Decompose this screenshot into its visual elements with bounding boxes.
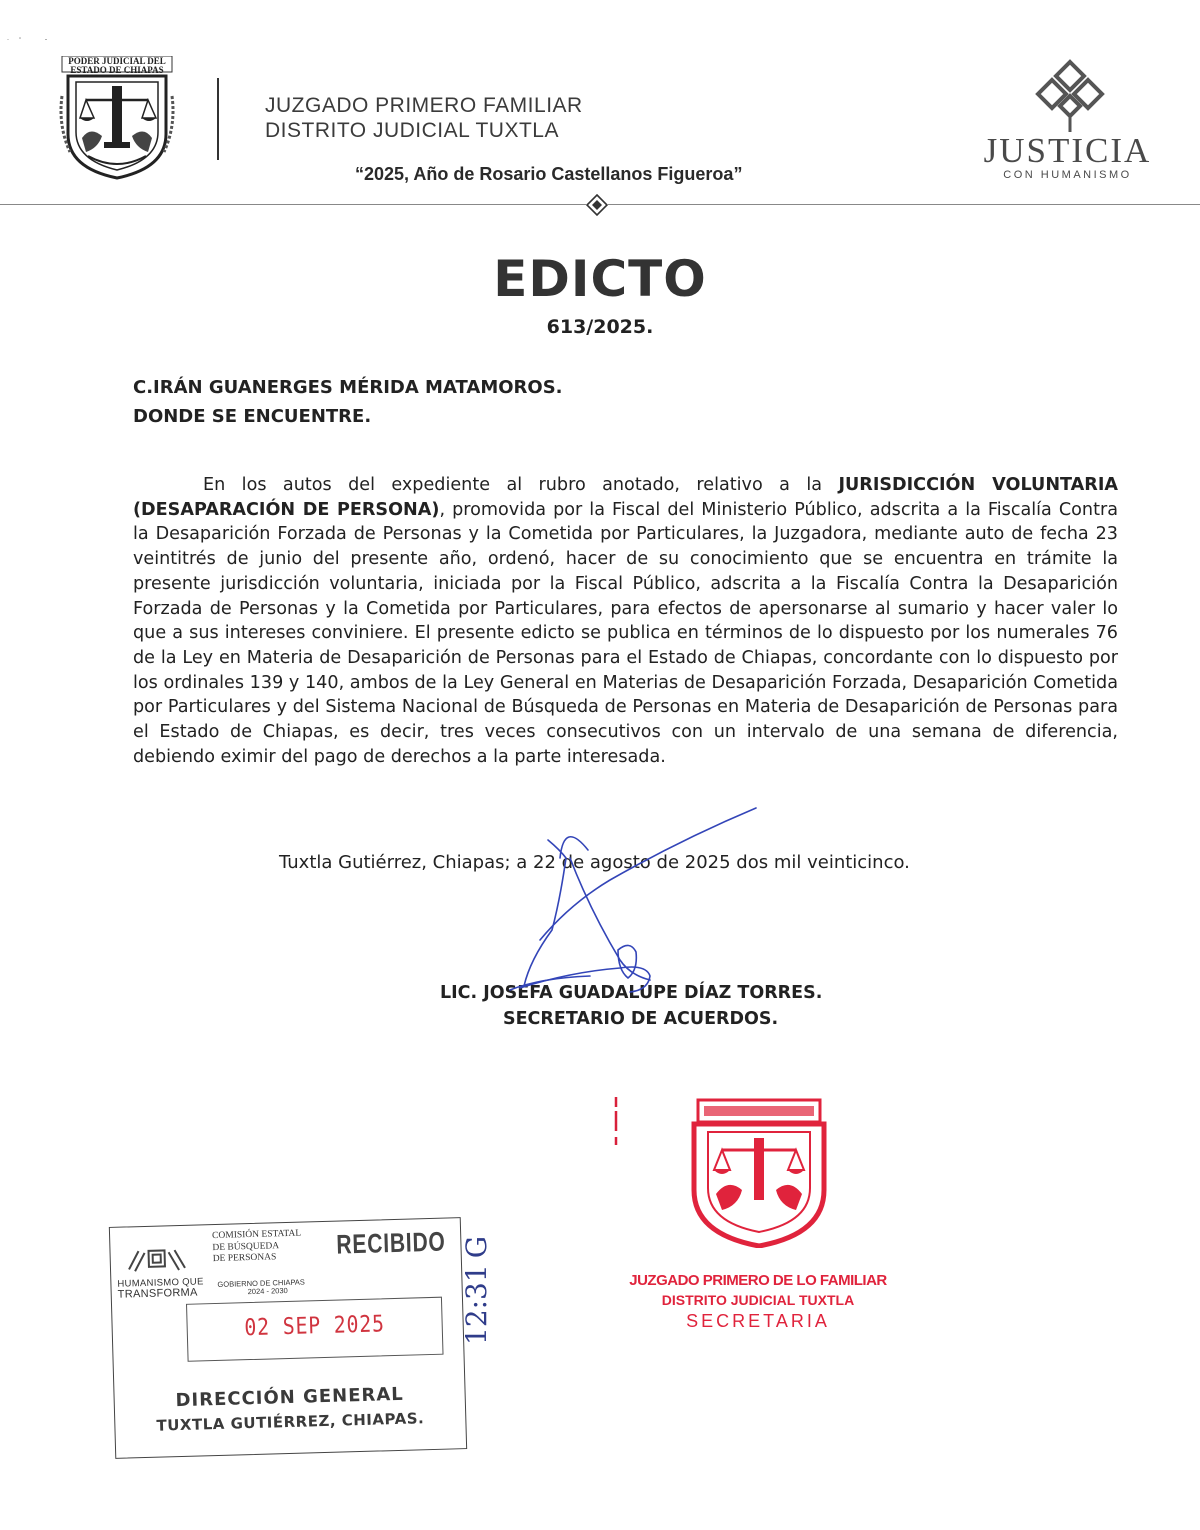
received-stamp <box>109 1217 467 1459</box>
court-stamp-line-1: JUZGADO PRIMERO DE LO FAMILIAR <box>629 1272 887 1289</box>
handwritten-initial: G <box>460 1235 493 1259</box>
body-paragraph <box>133 473 1118 769</box>
handwritten-time-wrap <box>460 1235 569 1378</box>
stamp-gov-1: GOBIERNO DE CHIAPAS <box>217 1277 305 1289</box>
stamp-received-word: RECIBIDO <box>335 1226 446 1260</box>
body-text-2: , promovida por la Fiscal del Ministerio Público, adscrita a la Fiscalía Contra la Desaparición Forzada de Personas y la Cometida por Particulares, la Juzgadora, mediante auto de fecha 23 veintitrés de junio del presente año, ordenó, hacer de su conocimiento que se encuentra en trámite la presente jurisdicción voluntaria, iniciada por la Fiscal Público, adscrita a la Fiscalía Contra la Desaparición Forzada de Personas y la Cometida por Particulares, para efectos de apersonarse al sumario y hacer valer lo que a sus intereses conviniere. El presente edicto se publica en términos de lo dispuesto por los numerales 76 de la Ley en Materia de Desaparición de Personas para el Estado de Chiapas, concordante con lo dispuesto por los ordinales 139 y 140, ambos de la Ley General en Materias de Desaparición Forzada, Desaparición Cometida por Particulares y del Sistema Nacional de Búsqueda de Personas en Materia de Desaparición de Personas para el Estado de Chiapas, es decir, tres veces consecutivos con un intervalo de una semana de diferencia, debiendo eximir del pago de derechos a la parte interesada. <box>133 499 1118 767</box>
court-stamp-line-2: DISTRITO JUDICIAL TUXTLA <box>661 1292 855 1308</box>
stamp-date-box <box>186 1297 444 1362</box>
addressee-name: C.IRÁN GUANERGES MÉRIDA MATAMOROS. <box>133 377 563 398</box>
stamp-gov-2: 2024 - 2030 <box>247 1285 288 1297</box>
handwritten-time-text: 12:31 <box>460 1264 493 1345</box>
file-number: 613/2025. <box>546 316 654 338</box>
red-mark <box>614 1095 618 1157</box>
body-text-1: En los autos del expediente al rubro anotado, relativo a la <box>203 475 839 495</box>
scan-specks <box>0 0 80 40</box>
court-stamp-line-3: SECRETARIA <box>686 1311 830 1331</box>
stamp-organization <box>212 1229 302 1266</box>
stamp-tagline-2: TRANSFORMA <box>117 1286 198 1301</box>
diamond-ornament-icon <box>586 194 608 216</box>
body-text-bold: JURISDICCIÓN VOLUNTARIA (DESAPARACIÓN DE PERSONA) <box>133 475 1118 520</box>
court-line-1: JUZGADO PRIMERO FAMILIAR <box>265 94 583 117</box>
date-line: Tuxtla Gutiérrez, Chiapas; a 22 de agosto de 2025 dos mil veinticinco. <box>279 852 910 873</box>
commission-logo-icon <box>122 1238 191 1280</box>
addressee <box>133 373 563 431</box>
addressee-location: DONDE SE ENCUENTRE. <box>133 406 372 427</box>
stamp-tagline <box>117 1277 204 1299</box>
knot-emblem-icon <box>1030 58 1110 134</box>
stamp-tagline-1: HUMANISMO QUE <box>117 1276 204 1290</box>
stamp-date: 02 SEP 2025 <box>244 1311 386 1342</box>
seal-text: PODER JUDICIAL DEL ESTADO DE CHIAPAS <box>68 56 166 75</box>
brand-humanismo: CON HUMANISMO <box>1003 169 1132 181</box>
signer-role: SECRETARIO DE ACUERDOS. <box>503 1009 779 1029</box>
court-line-2: DISTRITO JUDICIAL TUXTLA <box>265 119 559 142</box>
red-court-seal-icon <box>688 1098 830 1248</box>
brand-justicia: JUSTICIA <box>983 131 1152 170</box>
court-name <box>265 93 583 143</box>
stamp-government <box>217 1279 305 1297</box>
stamp-org-1: COMISIÓN ESTATAL <box>211 1228 302 1242</box>
header-divider <box>217 78 219 160</box>
court-stamp <box>608 1272 908 1332</box>
stamp-city: TUXTLA GUTIÉRREZ, CHIAPAS. <box>156 1409 425 1435</box>
stamp-org-2: DE BÚSQUEDA <box>212 1240 280 1253</box>
handwritten-time <box>460 1236 493 1345</box>
stamp-direction: DIRECCIÓN GENERAL <box>175 1383 405 1412</box>
stamp-org-3: DE PERSONAS <box>212 1252 277 1265</box>
signer-name: LIC. JOSEFA GUADALUPE DÍAZ TORRES. <box>440 983 823 1003</box>
handwritten-signature <box>500 800 780 1010</box>
document-title: EDICTO <box>493 250 707 308</box>
year-motto: “2025, Año de Rosario Castellanos Figueroa” <box>355 164 743 184</box>
